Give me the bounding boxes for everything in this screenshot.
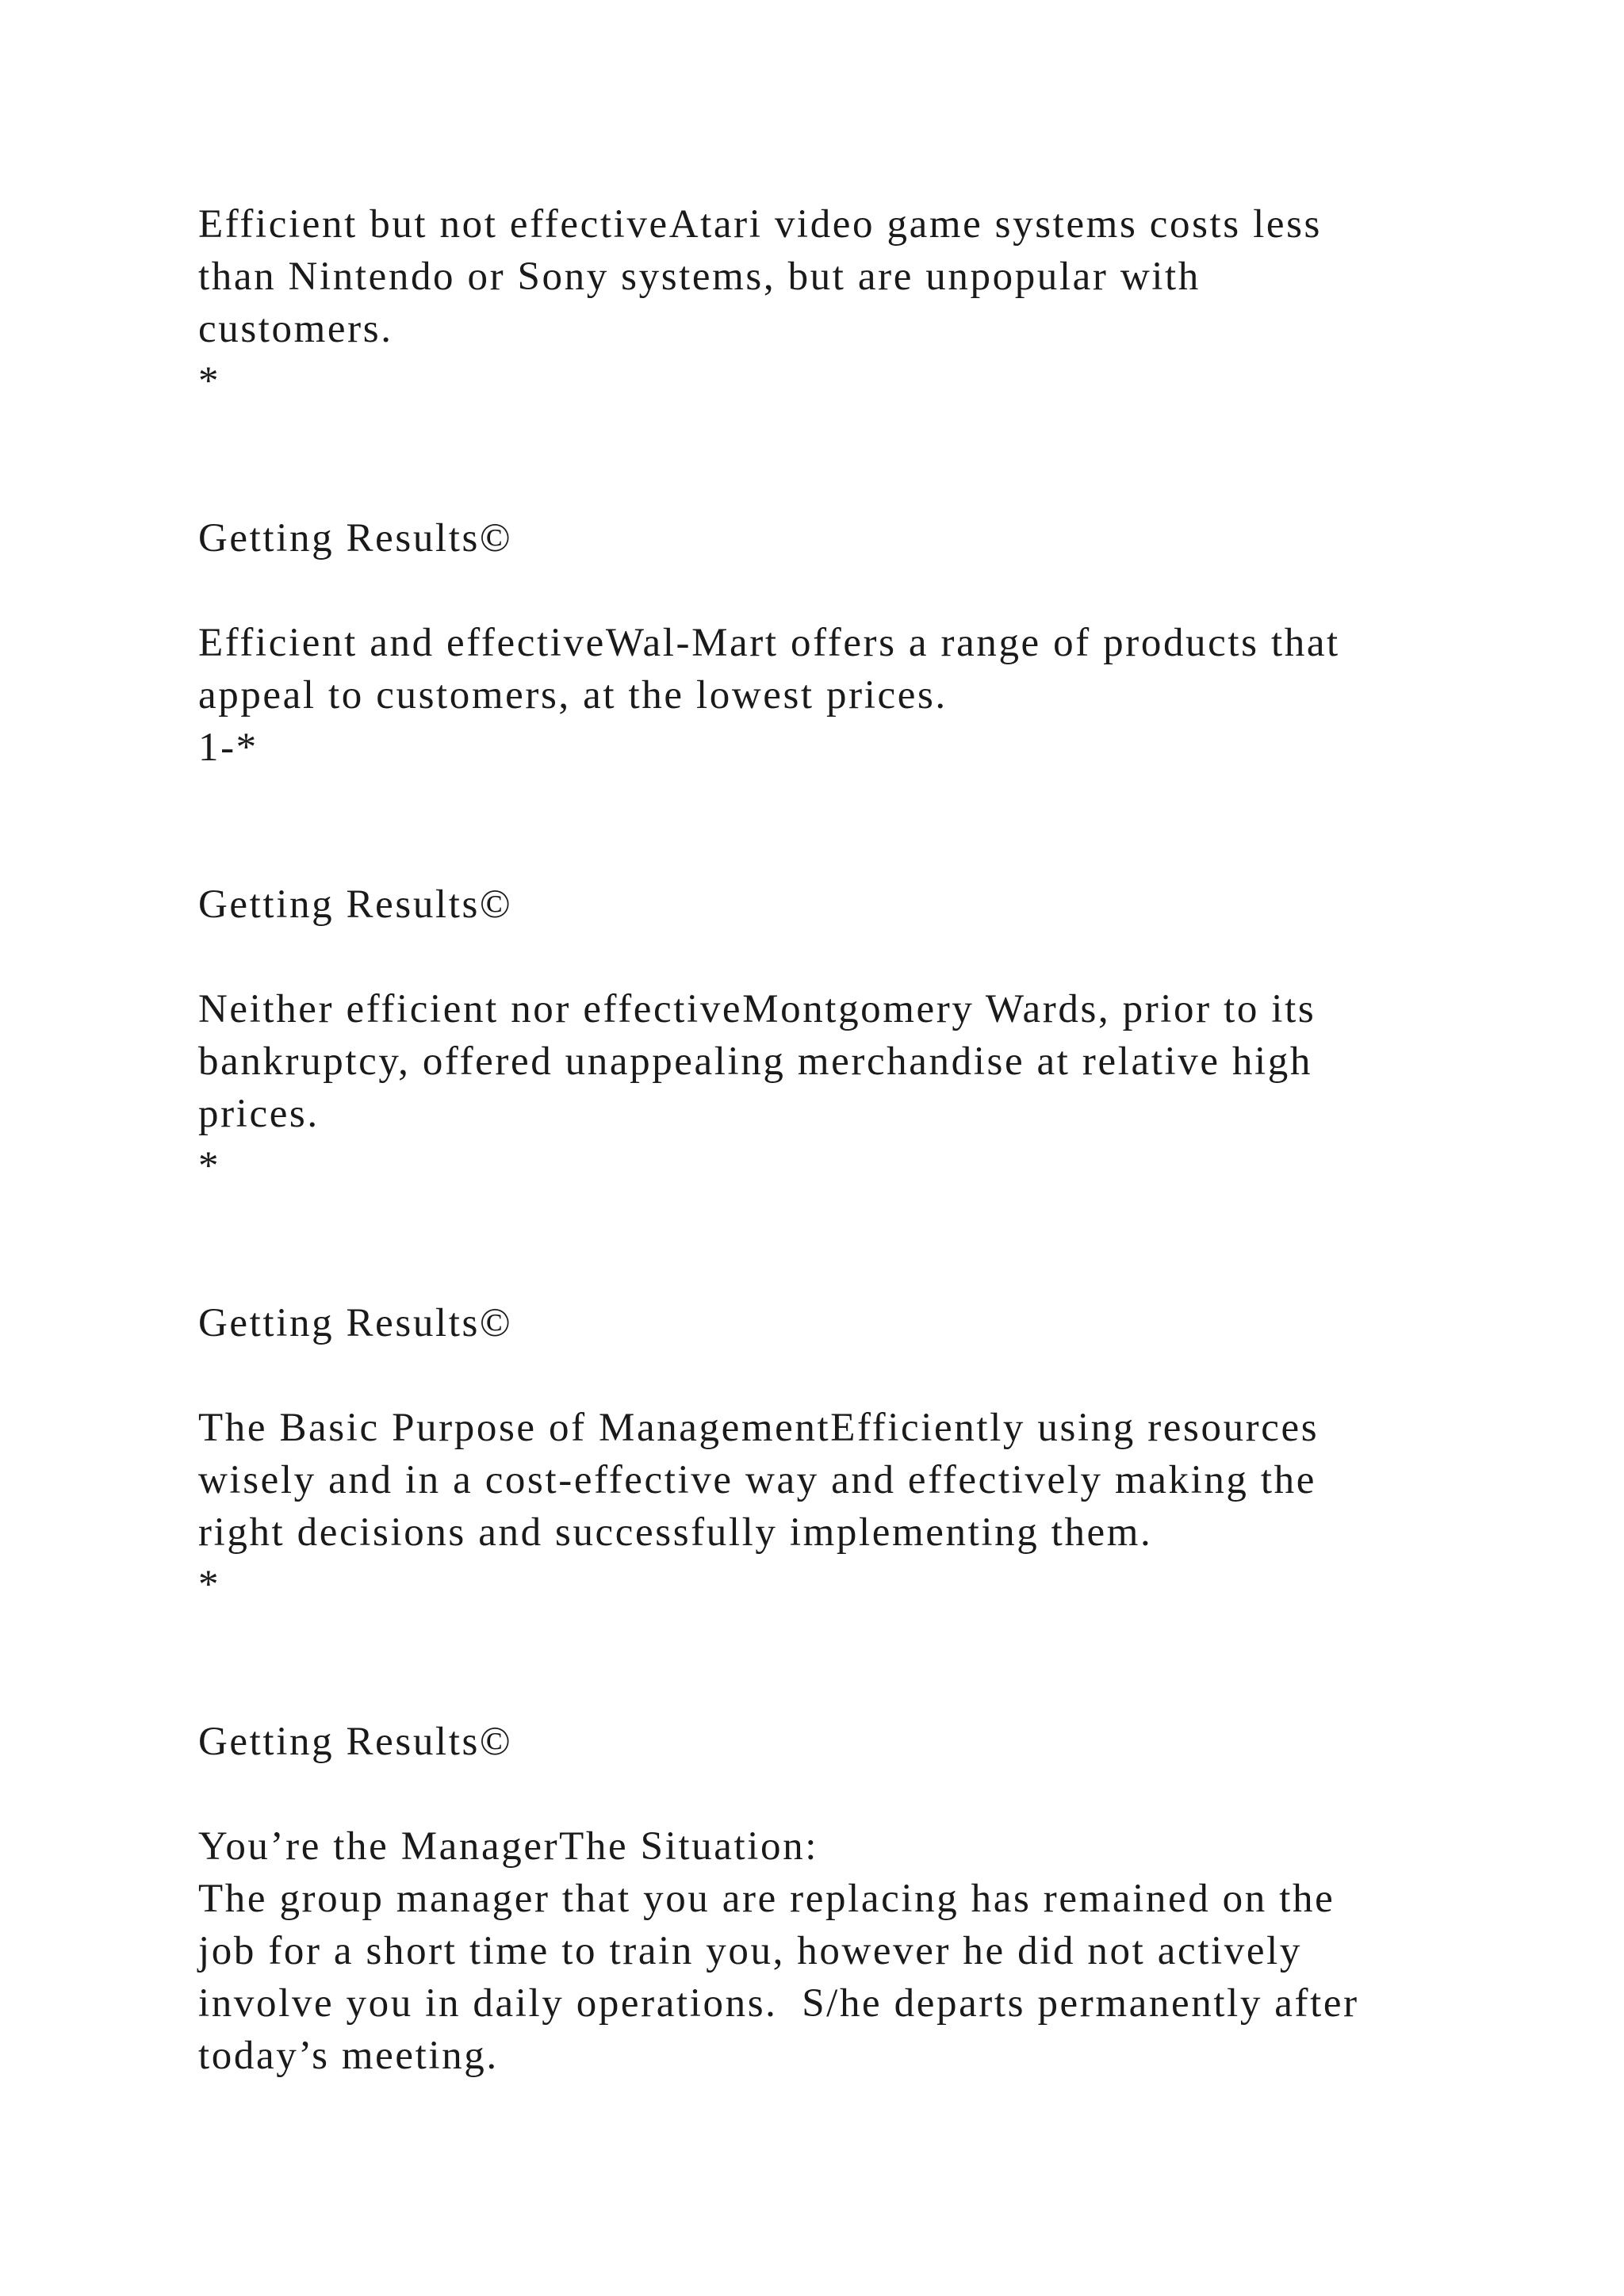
section-heading: Getting Results© [198,882,513,927]
slide-marker: * [198,359,221,404]
paragraph-youre-the-manager [198,1820,1467,2082]
paragraph-basic-purpose [198,1402,1467,1611]
paragraph-atari [198,198,1467,408]
text-line: wisely and in a cost-effective way and effectively making the [198,1458,1316,1502]
text-line: The group manager that you are replacing has remained on the [198,1877,1335,1921]
section-heading: Getting Results© [198,1720,513,1764]
text-line: Efficient and effectiveWal-Mart offers a range of products that [198,621,1340,665]
section-heading: Getting Results© [198,516,513,561]
text-line: Neither efficient nor effectiveMontgomery Wards, prior to its [198,987,1316,1031]
slide-marker: * [198,1144,221,1188]
text-line: Efficient but not effectiveAtari video game systems costs less [198,202,1322,247]
text-line: You’re the ManagerThe Situation: [198,1824,818,1869]
text-line: job for a short time to train you, however he did not actively [198,1929,1302,1973]
text-line: involve you in daily operations. S/he departs permanently after [198,1981,1359,2026]
slide-marker: * [198,1563,221,1607]
slide-marker: 1-* [198,725,259,770]
section-heading: Getting Results© [198,1301,513,1345]
text-line: customers. [198,307,393,351]
document-page [198,198,1467,2082]
text-line: The Basic Purpose of ManagementEfficiently using resources [198,1406,1320,1450]
paragraph-montgomery-wards [198,983,1467,1192]
text-line: than Nintendo or Sony systems, but are unpopular with [198,254,1201,299]
text-line: prices. [198,1092,320,1136]
text-line: today’s meeting. [198,2034,499,2078]
text-line: right decisions and successfully implementing them. [198,1510,1153,1555]
text-line: appeal to customers, at the lowest prices. [198,673,948,718]
paragraph-walmart [198,617,1467,774]
text-line: bankruptcy, offered unappealing merchandise at relative high [198,1039,1313,1084]
